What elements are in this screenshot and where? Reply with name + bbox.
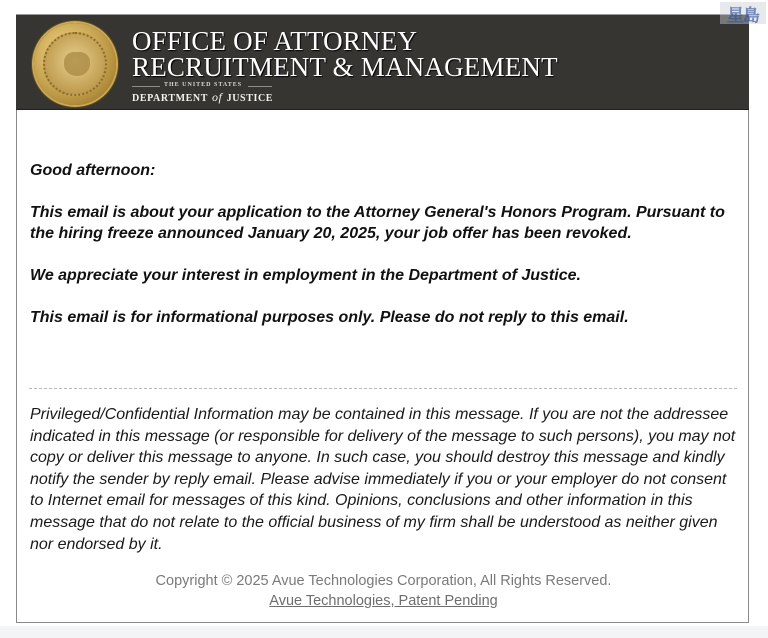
dept-word: DEPARTMENT xyxy=(132,93,208,104)
email-message-body xyxy=(30,160,740,349)
offer-revoked-paragraph: This email is about your application to the Attorney General's Honors Program. Pursuant to the hiring freeze announced January 20, 2025, your job offer has been revoked. xyxy=(30,204,725,242)
watermark-logo: 星島 xyxy=(720,2,766,24)
justice-word: JUSTICE xyxy=(226,93,274,104)
dept-rule-left xyxy=(132,86,160,87)
dept-of-justice-wordmark xyxy=(132,90,273,105)
dept-united-states: THE UNITED STATES xyxy=(164,82,243,88)
dept-of-word: of xyxy=(211,90,223,104)
office-title-line2: RECRUITMENT & MANAGEMENT xyxy=(132,52,558,82)
email-footer xyxy=(17,571,750,611)
office-title-line1: OFFICE OF ATTORNEY xyxy=(132,26,418,56)
doj-seal-icon xyxy=(34,23,116,105)
page-bottom-strip xyxy=(0,626,768,638)
no-reply-notice: This email is for informational purposes only. Please do not reply to this email. xyxy=(30,309,629,326)
dept-rule-right xyxy=(248,86,272,87)
eagle-icon xyxy=(64,52,90,76)
office-title xyxy=(132,28,558,80)
copyright-notice: Copyright © 2025 Avue Technologies Corporation, All Rights Reserved. xyxy=(155,573,612,589)
email-header-banner xyxy=(16,14,749,110)
dashed-divider xyxy=(29,388,737,389)
email-card xyxy=(16,14,749,623)
avue-patent-link[interactable]: Avue Technologies, Patent Pending xyxy=(269,593,498,609)
appreciation-paragraph: We appreciate your interest in employment in the Department of Justice. xyxy=(30,267,581,284)
confidentiality-disclaimer: Privileged/Confidential Information may be contained in this message. If you are not the addressee indicated in this message (or responsible for delivery of the message to such persons), you may not copy or deliver this message to anyone. In such case, you should destroy this message and kindly notify the sender by reply email. Please advise immediately if you or your employer do not consent to Internet email for messages of this kind. Opinions, conclusions and other information in this message that do not relate to the official business of my firm shall be understood as neither given nor endorsed by it. xyxy=(30,406,736,553)
seal-ring xyxy=(43,32,107,96)
greeting: Good afternoon: xyxy=(30,162,156,179)
